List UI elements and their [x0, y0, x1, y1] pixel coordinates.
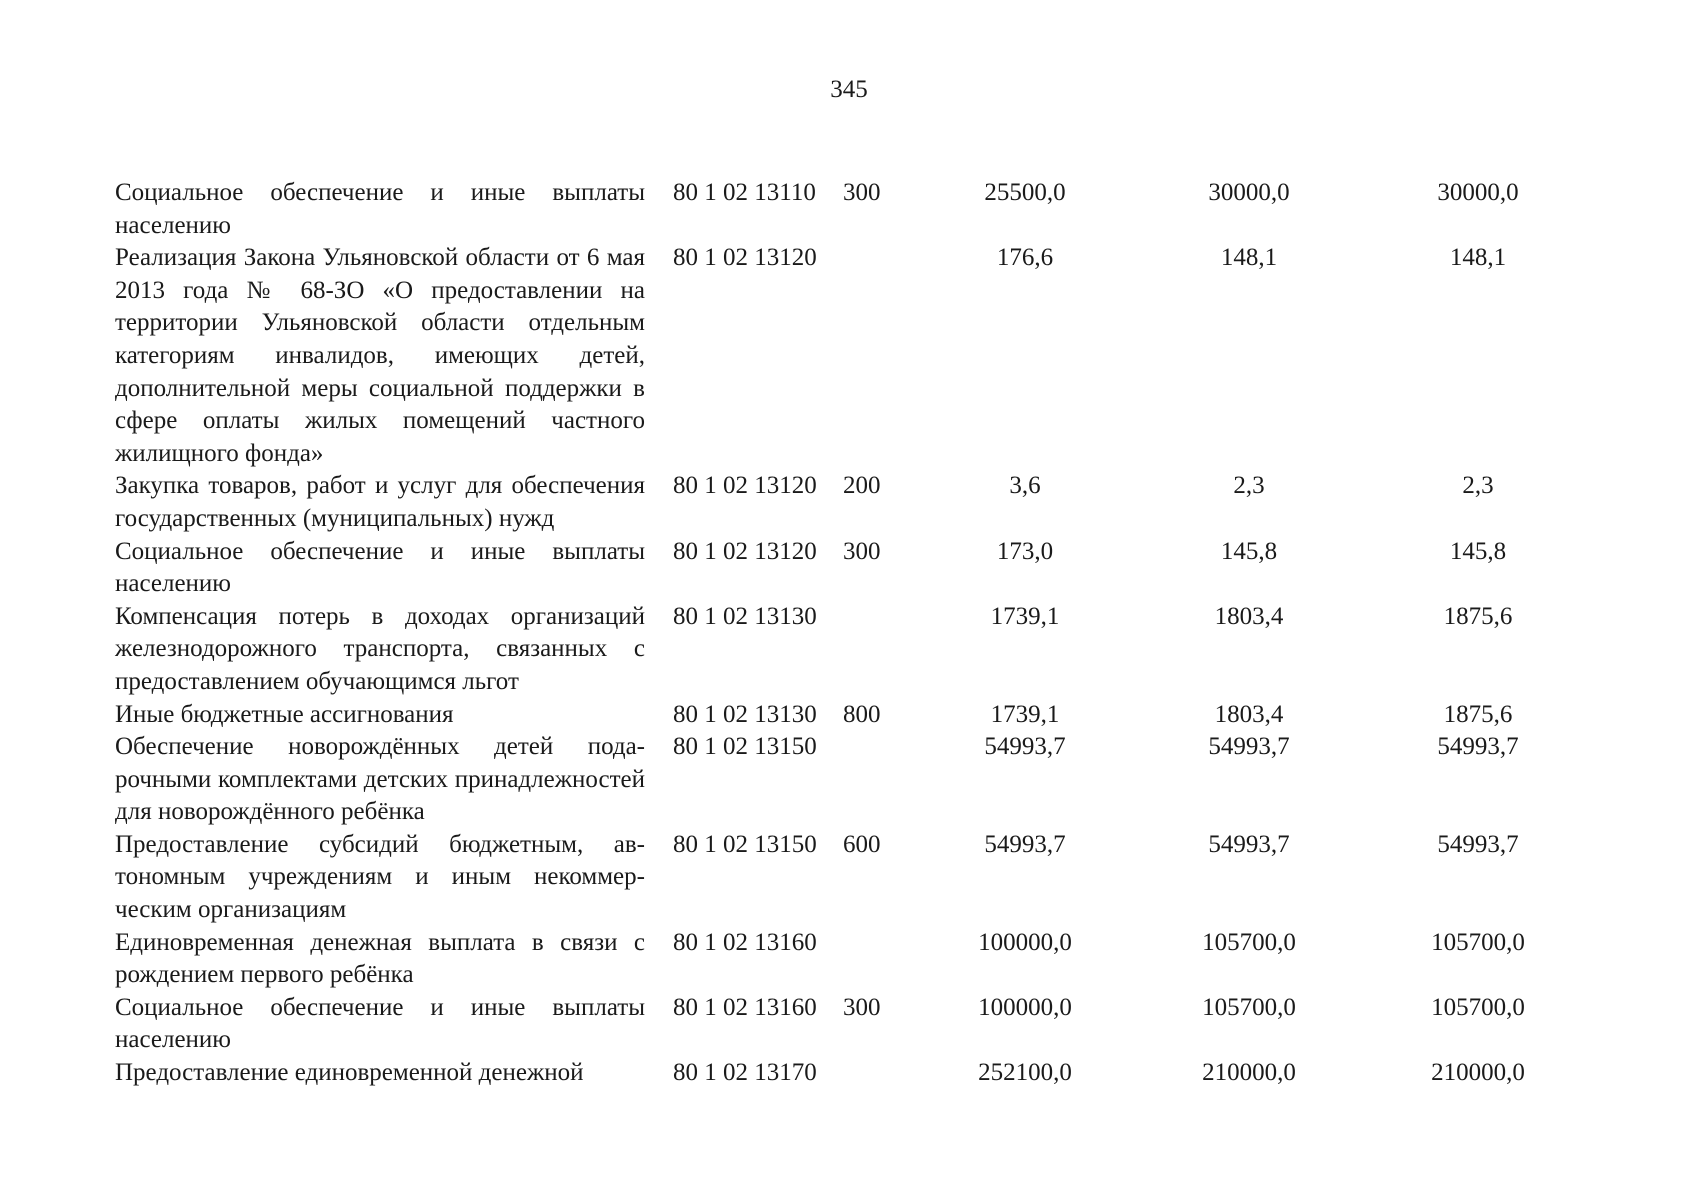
row-code: 80 1 02 13130 — [673, 700, 817, 728]
row-kind: 600 — [843, 830, 881, 858]
row-value-1: 3,6 — [1009, 472, 1041, 500]
table-row — [115, 829, 1595, 927]
row-name: Реализация Закона Ульяновской области от 6 мая 2013 года № 68-ЗО «О предоставлении на территории Ульяновской области отдельным категориям инвалидов, имеющих детей, дополнительной меры социальной поддержки в сфере оплаты жилых помещений частного жилищного фонда» — [115, 244, 645, 467]
row-code: 80 1 02 13120 — [673, 537, 817, 565]
row-value-2: 54993,7 — [1208, 830, 1290, 858]
page-number: 345 — [830, 76, 868, 103]
row-name: Предоставление единовременной денежной — [115, 1059, 584, 1087]
row-value-1: 176,6 — [996, 244, 1054, 272]
row-value-1: 54993,7 — [984, 830, 1066, 858]
row-value-3: 105700,0 — [1431, 993, 1525, 1021]
row-value-1: 252100,0 — [978, 1059, 1072, 1087]
row-value-1: 100000,0 — [978, 993, 1072, 1021]
row-kind: 300 — [843, 179, 881, 206]
row-value-1: 54993,7 — [984, 733, 1066, 761]
row-kind: 800 — [843, 700, 881, 728]
row-value-2: 145,8 — [1220, 537, 1278, 565]
table-row — [115, 992, 1595, 1057]
row-value-2: 54993,7 — [1208, 733, 1290, 761]
row-kind — [843, 1057, 913, 1090]
row-value-3: 30000,0 — [1437, 179, 1519, 206]
row-value-1: 1739,1 — [990, 700, 1060, 728]
row-value-2: 1803,4 — [1214, 602, 1284, 630]
row-code: 80 1 02 13120 — [673, 472, 817, 500]
row-value-1: 25500,0 — [984, 179, 1066, 206]
row-code: 80 1 02 13150 — [673, 733, 817, 761]
row-value-1: 100000,0 — [978, 928, 1072, 956]
row-name: Компенсация потерь в доходах организаций железнодорожного транспорта, связанных с предоставлением обучающимся льгот — [115, 602, 645, 695]
row-value-3: 1875,6 — [1443, 602, 1513, 630]
row-value-2: 2,3 — [1233, 472, 1265, 500]
row-kind: 300 — [843, 993, 881, 1021]
row-code: 80 1 02 13150 — [673, 830, 817, 858]
row-kind: 300 — [843, 537, 881, 565]
table-row — [115, 242, 1595, 470]
row-name: Социальное обеспечение и иные выплаты населению — [115, 537, 645, 598]
row-kind: 200 — [843, 472, 881, 500]
row-value-3: 105700,0 — [1431, 928, 1525, 956]
table-row — [115, 927, 1595, 992]
row-value-1: 173,0 — [996, 537, 1054, 565]
table-row — [115, 536, 1595, 601]
row-name: Социальное обеспечение и иные выплаты населению — [115, 993, 645, 1054]
row-value-3: 54993,7 — [1437, 733, 1519, 761]
row-code: 80 1 02 13160 — [673, 928, 817, 956]
row-kind — [843, 601, 913, 699]
row-code: 80 1 02 13130 — [673, 602, 817, 630]
row-code: 80 1 02 13120 — [673, 244, 817, 272]
row-name: Иные бюджетные ассигнования — [115, 700, 454, 728]
row-value-2: 148,1 — [1220, 244, 1278, 272]
row-code: 80 1 02 13170 — [673, 1059, 817, 1087]
row-value-1: 1739,1 — [990, 602, 1060, 630]
row-code: 80 1 02 13110 — [673, 179, 816, 206]
table-row — [115, 601, 1595, 699]
row-value-2: 1803,4 — [1214, 700, 1284, 728]
row-value-2: 30000,0 — [1208, 179, 1290, 206]
row-value-3: 2,3 — [1462, 472, 1494, 500]
row-code: 80 1 02 13160 — [673, 993, 817, 1021]
budget-table — [115, 177, 1595, 1090]
table-row — [115, 1057, 1595, 1090]
row-kind — [843, 731, 913, 829]
row-name: Закупка товаров, работ и услуг для обеспечения государственных (муниципальных) нужд — [115, 472, 645, 532]
row-kind — [843, 242, 913, 470]
table-row — [115, 177, 1595, 242]
table-row — [115, 699, 1595, 732]
row-value-3: 210000,0 — [1431, 1059, 1525, 1087]
row-value-3: 1875,6 — [1443, 700, 1513, 728]
row-value-2: 105700,0 — [1202, 993, 1296, 1021]
row-value-2: 210000,0 — [1202, 1059, 1296, 1087]
table-row — [115, 470, 1595, 535]
row-value-3: 145,8 — [1449, 537, 1507, 565]
row-value-2: 105700,0 — [1202, 928, 1296, 956]
table-row — [115, 731, 1595, 829]
row-name: Обеспечение новорождённых детей подарочными комплектами детских принадлежностей для новорождённого ребёнка — [115, 733, 645, 826]
row-value-3: 148,1 — [1449, 244, 1507, 272]
row-kind — [843, 927, 913, 992]
row-value-3: 54993,7 — [1437, 830, 1519, 858]
row-name: Предоставление субсидий бюджетным, автономным учреждениям и иным некоммерческим организациям — [115, 830, 645, 924]
row-name: Единовременная денежная выплата в связи с рождением первого ребёнка — [115, 928, 645, 989]
row-name: Социальное обеспечение и иные выплаты населению — [115, 179, 645, 239]
